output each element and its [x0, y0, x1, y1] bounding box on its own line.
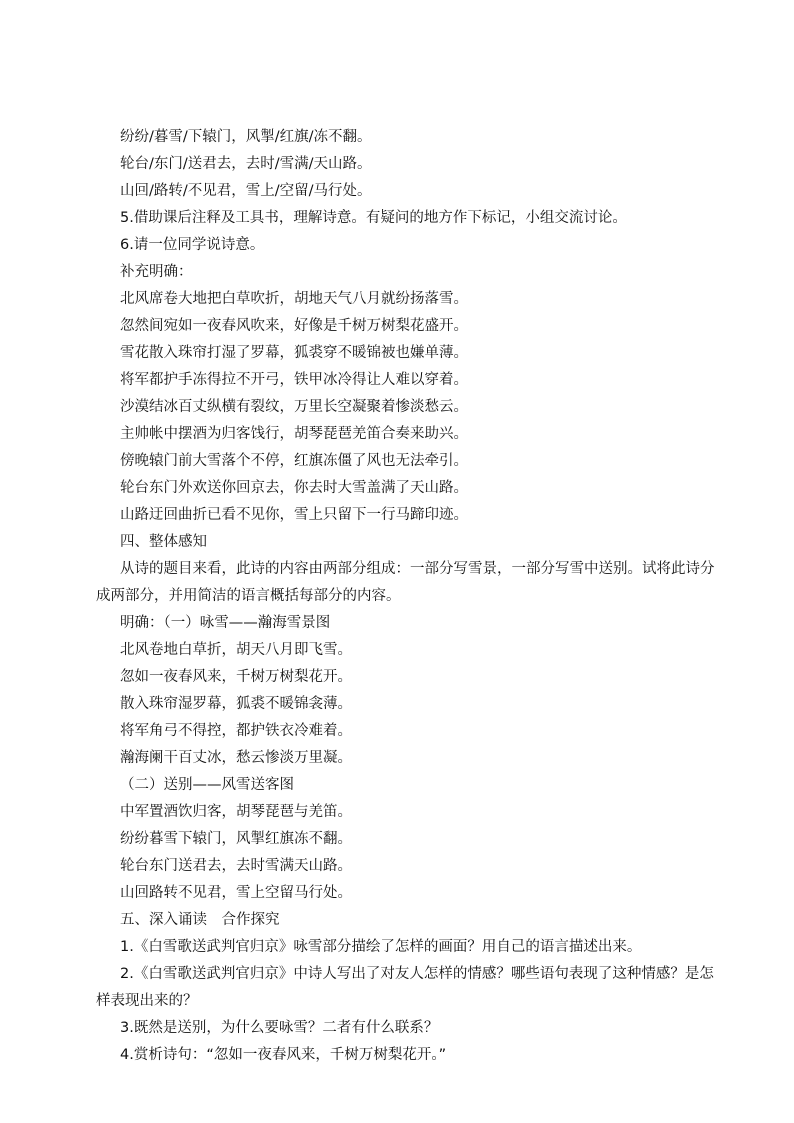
question-item: 4.赏析诗句：“忽如一夜春风来，千树万树梨花开。” [120, 1047, 447, 1063]
poem-line: 轮台东门送君去，去时雪满天山路。 [120, 858, 352, 874]
question-item-cont: 样表现出来的？ [96, 993, 198, 1009]
poem-line: 纷纷暮雪下辕门，风掣红旗冻不翻。 [120, 831, 352, 847]
translation-line: 北风席卷大地把白草吹折，胡地天气八月就纷扬落雪。 [120, 291, 468, 307]
poem-line: 北风卷地白草折，胡天八月即飞雪。 [120, 642, 352, 658]
supplement-label: 补充明确： [120, 264, 193, 280]
section-heading: 五、深入诵读 合作探究 [120, 912, 280, 928]
paragraph-line: 从诗的题目来看，此诗的内容由两部分组成：一部分写雪景，一部分写雪中送别。试将此诗分 [120, 561, 715, 577]
translation-line: 轮台东门外欢送你回京去，你去时大雪盖满了天山路。 [120, 480, 468, 496]
instruction-item: 5.借助课后注释及工具书，理解诗意。有疑问的地方作下标记，小组交流讨论。 [120, 210, 627, 226]
translation-line: 雪花散入珠帘打湿了罗幕，狐裘穿不暖锦被也嫌单薄。 [120, 345, 468, 361]
question-item: 3.既然是送别，为什么要咏雪？二者有什么联系？ [120, 1020, 439, 1036]
question-item: 1.《白雪歌送武判官归京》咏雪部分描绘了怎样的画面？用自己的语言描述出来。 [120, 939, 642, 955]
translation-line: 沙漠结冰百丈纵横有裂纹，万里长空凝聚着惨淡愁云。 [120, 399, 468, 415]
poem-line: 中军置酒饮归客，胡琴琵琶与羌笛。 [120, 804, 352, 820]
poem-line: 山回/路转/不见君，雪上/空留/马行处。 [120, 183, 372, 199]
translation-line: 忽然间宛如一夜春风吹来，好像是千树万树梨花盛开。 [120, 318, 468, 334]
question-item: 2.《白雪歌送武判官归京》中诗人写出了对友人怎样的情感？哪些语句表现了这种情感？是怎 [120, 966, 714, 982]
poem-line: 忽如一夜春风来，千树万树梨花开。 [120, 669, 352, 685]
clarify-heading: 明确：（一）咏雪——瀚海雪景图 [120, 615, 331, 631]
poem-line: 山回路转不见君，雪上空留马行处。 [120, 885, 352, 901]
poem-line: 纷纷/暮雪/下辕门，风掣/红旗/冻不翻。 [120, 129, 372, 145]
translation-line: 主帅帐中摆酒为归客饯行，胡琴琵琶羌笛合奏来助兴。 [120, 426, 468, 442]
poem-line: 轮台/东门/送君去，去时/雪满/天山路。 [120, 156, 372, 172]
poem-line: 散入珠帘湿罗幕，狐裘不暖锦衾薄。 [120, 696, 352, 712]
subsection-heading: （二）送别——风雪送客图 [120, 777, 294, 793]
section-heading: 四、整体感知 [120, 534, 207, 550]
instruction-item: 6.请一位同学说诗意。 [120, 237, 265, 253]
poem-line: 瀚海阑干百丈冰，愁云惨淡万里凝。 [120, 750, 352, 766]
translation-line: 山路迂回曲折已看不见你，雪上只留下一行马蹄印迹。 [120, 507, 468, 523]
translation-line: 傍晚辕门前大雪落个不停，红旗冻僵了风也无法牵引。 [120, 453, 468, 469]
translation-line: 将军都护手冻得拉不开弓，铁甲冰冷得让人难以穿着。 [120, 372, 468, 388]
poem-line: 将军角弓不得控，都护铁衣冷难着。 [120, 723, 352, 739]
paragraph-line: 成两部分，并用简洁的语言概括每部分的内容。 [96, 588, 401, 604]
